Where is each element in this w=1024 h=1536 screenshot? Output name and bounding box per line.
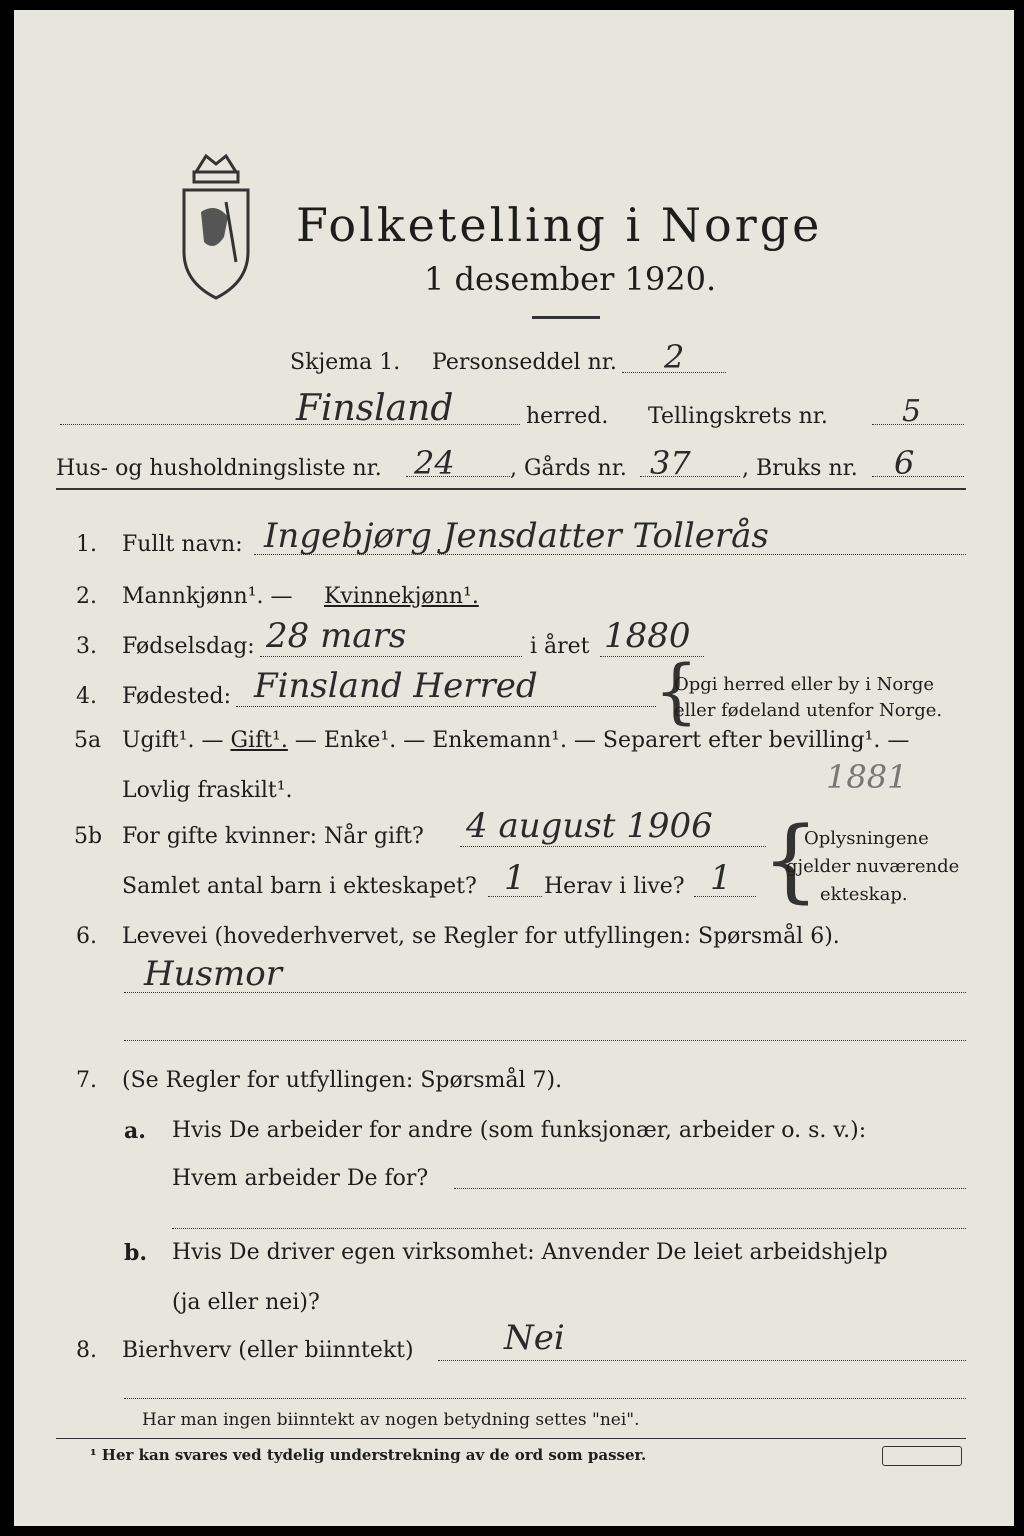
q5b-number: 5b xyxy=(74,824,103,849)
q8-value[interactable]: Nei xyxy=(504,1318,565,1358)
q4-number: 4. xyxy=(76,684,97,709)
hus-value[interactable]: 24 xyxy=(414,444,455,482)
census-form xyxy=(14,10,1014,1526)
q5b-value[interactable]: 4 august 1906 xyxy=(466,806,713,846)
q5b-note-3: ekteskap. xyxy=(820,884,908,905)
q2-female: Kvinnekjønn¹. xyxy=(324,584,479,609)
q7-number: 7. xyxy=(76,1068,97,1093)
q3-year-value[interactable]: 1880 xyxy=(604,616,691,656)
tellingskrets-label: Tellingskrets nr. xyxy=(648,404,828,429)
bruks-label: , Bruks nr. xyxy=(742,456,858,481)
gards-label: , Gårds nr. xyxy=(510,456,627,481)
form-date: 1 desember 1920. xyxy=(424,260,717,298)
q5a-text xyxy=(122,728,909,753)
personseddel-label: Personseddel nr. xyxy=(432,350,617,375)
herred-label: herred. xyxy=(526,404,609,429)
q4-value[interactable]: Finsland Herred xyxy=(254,666,538,706)
q3-label: Fødselsdag: xyxy=(122,634,255,659)
q6-value[interactable]: Husmor xyxy=(144,954,282,994)
q5b-alive-value[interactable]: 1 xyxy=(710,858,732,898)
q7b-yesno: (ja eller nei)? xyxy=(172,1290,320,1315)
q7a-field[interactable] xyxy=(454,1188,966,1189)
form-title: Folketelling i Norge xyxy=(296,198,823,252)
q2-number: 2. xyxy=(76,584,97,609)
q3-year-label: i året xyxy=(530,634,590,659)
q4-label: Fødested: xyxy=(122,684,232,709)
hus-label: Hus- og husholdningsliste nr. xyxy=(56,456,382,481)
q5a-annotation: 1881 xyxy=(826,758,908,796)
title-divider xyxy=(532,316,600,319)
q5b-children-label: Samlet antal barn i ekteskapet? xyxy=(122,874,477,899)
q4-brace: { xyxy=(654,650,699,732)
q5a-gift: Gift¹. xyxy=(230,728,288,753)
q5b-label: For gifte kvinner: Når gift? xyxy=(122,824,424,849)
q5b-children-value[interactable]: 1 xyxy=(504,858,526,898)
q7b-letter: b. xyxy=(124,1240,148,1266)
q6-number: 6. xyxy=(76,924,97,949)
footer-divider xyxy=(56,1438,966,1439)
q5a-ugift: Ugift¹. — xyxy=(122,728,224,753)
q7a-text: Hvis De arbeider for andre (som funksjonær, arbeider o. s. v.): xyxy=(172,1118,867,1143)
q4-note-1: Opgi herred eller by i Norge xyxy=(674,674,935,695)
q3-number: 3. xyxy=(76,634,97,659)
q1-number: 1. xyxy=(76,532,97,557)
q8-label: Bierhverv (eller biinntekt) xyxy=(122,1338,414,1363)
q5b-note-2: gjelder nuværende xyxy=(786,856,960,877)
bottom-note: Har man ingen biinntekt av nogen betydning settes "nei". xyxy=(142,1410,640,1430)
printer-stamp xyxy=(882,1446,962,1466)
q1-label: Fullt navn: xyxy=(122,532,243,557)
q7b-text: Hvis De driver egen virksomhet: Anvender De leiet arbeidshjelp xyxy=(172,1240,888,1265)
q7a-who: Hvem arbeider De for? xyxy=(172,1166,429,1191)
herred-value[interactable]: Finsland xyxy=(296,388,454,429)
q2-male: Mannkjønn¹. — xyxy=(122,584,293,609)
q5b-alive-label: Herav i live? xyxy=(544,874,685,899)
q4-note-2: eller fødeland utenfor Norge. xyxy=(674,700,943,721)
q5b-note-1: Oplysningene xyxy=(804,828,929,849)
footnote: ¹ Her kan svares ved tydelig understrekning av de ord som passer. xyxy=(90,1446,647,1464)
q7a-letter: a. xyxy=(124,1118,146,1144)
q5b-brace: { xyxy=(762,808,820,913)
schema-label: Skjema 1. xyxy=(290,350,401,375)
bruks-value[interactable]: 6 xyxy=(894,444,915,482)
coat-of-arms-icon xyxy=(176,142,256,302)
q6-label: Levevei (hovederhvervet, se Regler for utfyllingen: Spørsmål 6). xyxy=(122,924,840,949)
personseddel-value[interactable]: 2 xyxy=(664,338,685,376)
q5a-number: 5a xyxy=(74,728,102,753)
q5a-line2: Lovlig fraskilt¹. xyxy=(122,778,293,803)
q1-value[interactable]: Ingebjørg Jensdatter Tollerås xyxy=(264,516,769,556)
q3-value[interactable]: 28 mars xyxy=(266,616,407,656)
header-divider xyxy=(56,488,966,490)
q7-label: (Se Regler for utfyllingen: Spørsmål 7). xyxy=(122,1068,563,1093)
gards-value[interactable]: 37 xyxy=(650,444,691,482)
tellingskrets-value[interactable]: 5 xyxy=(902,394,922,429)
q5a-rest: — Enke¹. — Enkemann¹. — Separert efter bevilling¹. — xyxy=(294,728,910,753)
q8-number: 8. xyxy=(76,1338,97,1363)
